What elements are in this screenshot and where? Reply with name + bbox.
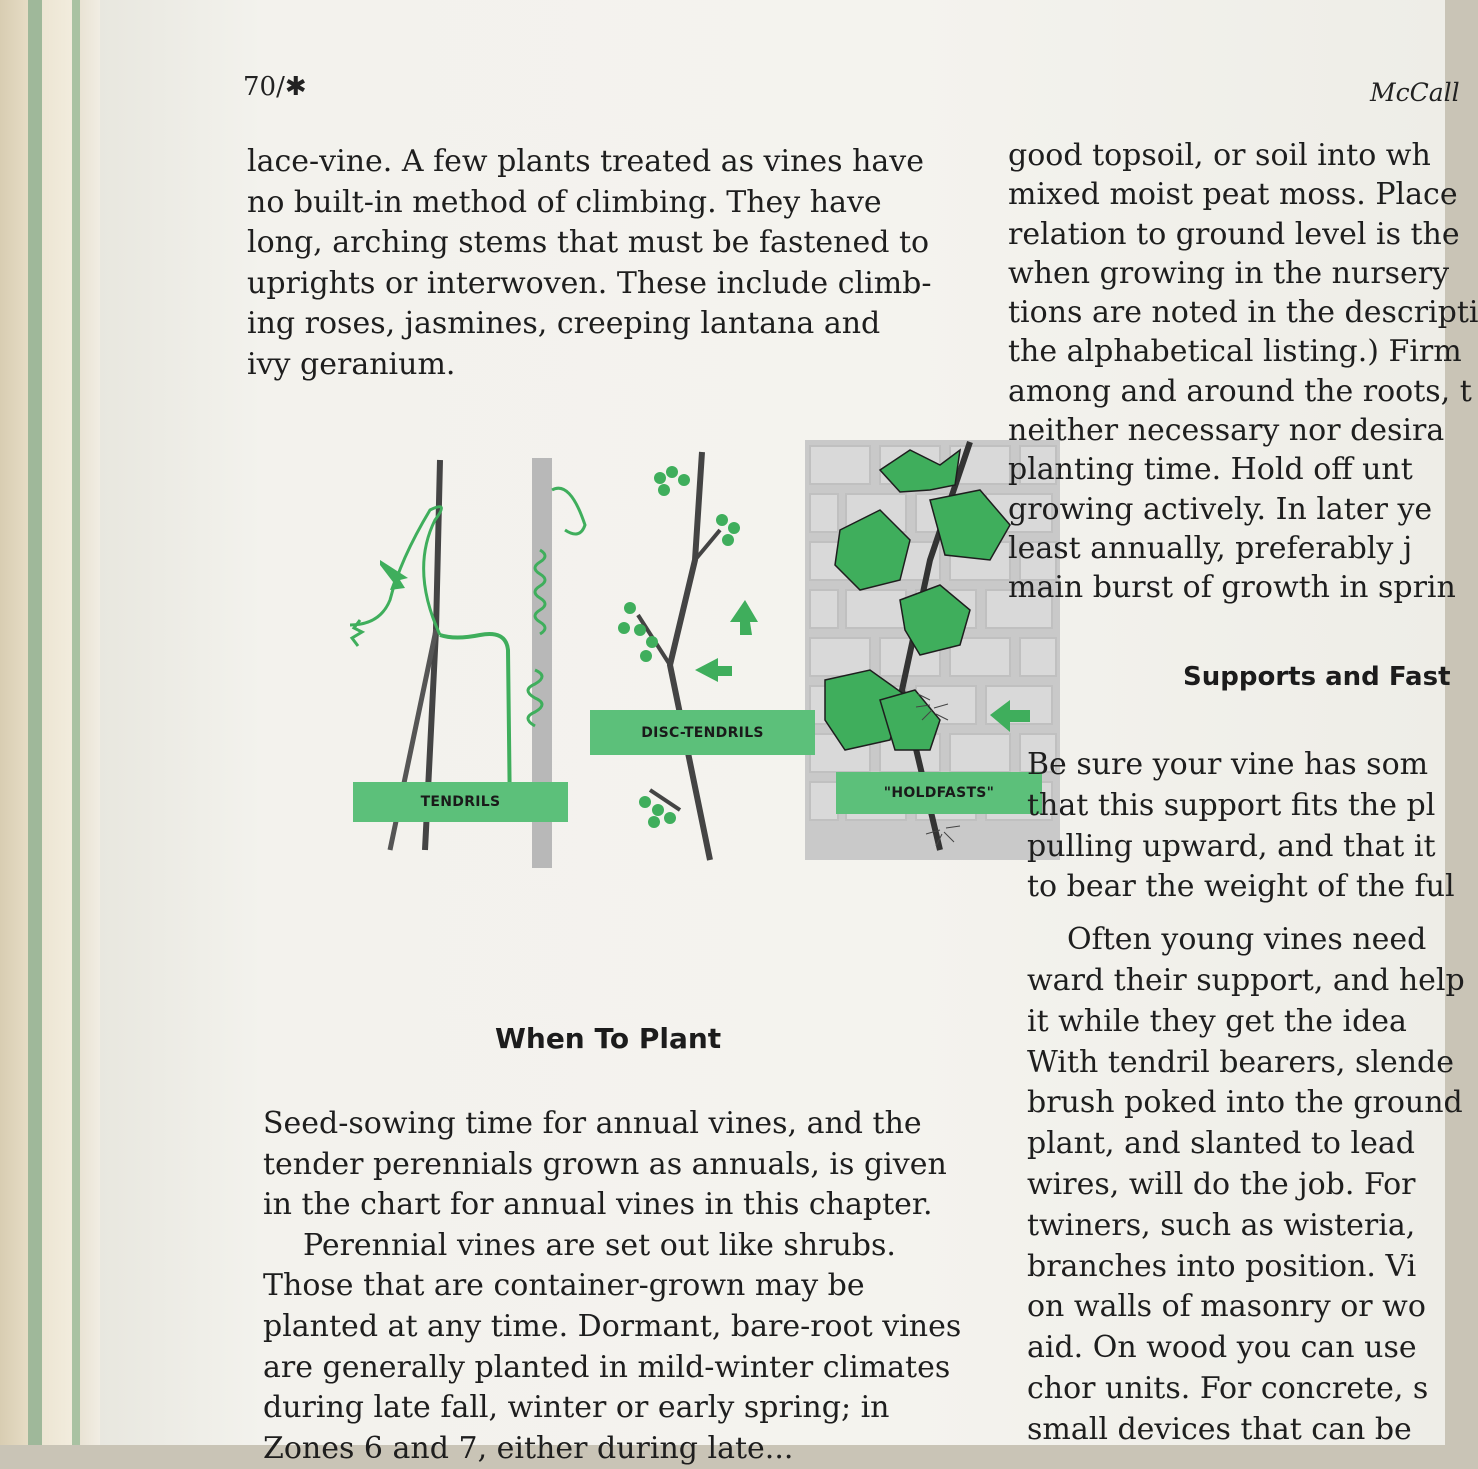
text-line: lace-vine. A few plants treated as vines have xyxy=(247,144,924,179)
text-line: planting time. Hold off unt xyxy=(1008,452,1413,488)
leaf-ornament-icon: ✱ xyxy=(284,72,307,102)
book-edge xyxy=(72,0,80,1445)
label-disc-tendrils: DISC-TENDRILS xyxy=(590,710,815,755)
page-number xyxy=(243,72,307,102)
text-line: aid. On wood you can use xyxy=(1027,1330,1417,1366)
text-line: the alphabetical listing.) Firm xyxy=(1008,334,1462,370)
text-line: during late fall, winter or early spring; in xyxy=(263,1390,890,1426)
label-holdfasts: "HOLDFASTS" xyxy=(836,772,1042,814)
text-line: ivy geranium. xyxy=(247,346,456,382)
text-line: in the chart for annual vines in this chapter. xyxy=(263,1187,933,1223)
left-column-bottom xyxy=(263,1104,975,1469)
section-heading-when-to-plant: When To Plant xyxy=(495,1022,722,1055)
text-line: Often young vines need xyxy=(1067,922,1427,958)
text-line: Seed-sowing time for annual vines, and the xyxy=(263,1106,922,1141)
text-line: small devices that can be xyxy=(1027,1411,1412,1447)
right-column-top xyxy=(1008,136,1478,608)
text-line: that this support fits the pl xyxy=(1027,787,1436,823)
page-number-text: 70/ xyxy=(243,72,285,102)
section-heading-supports: Supports and Fast xyxy=(1183,662,1451,692)
text-line: when growing in the nursery xyxy=(1008,255,1450,291)
book-edge xyxy=(28,0,42,1445)
left-column-top xyxy=(247,142,952,385)
text-line: chor units. For concrete, s xyxy=(1027,1370,1429,1406)
text-line: no built-in method of climbing. They have xyxy=(247,184,882,220)
label-tendrils: TENDRILS xyxy=(353,782,568,822)
text-line: mixed moist peat moss. Place xyxy=(1008,177,1458,213)
text-line: neither necessary nor desira xyxy=(1008,413,1445,449)
text-line: ing roses, jasmines, creeping lantana and xyxy=(247,306,881,341)
text-line: branches into position. Vi xyxy=(1027,1248,1417,1284)
text-line: least annually, preferably j xyxy=(1008,530,1413,566)
text-line: Zones 6 and 7, either during late... xyxy=(263,1430,794,1466)
text-line: wires, will do the job. For xyxy=(1027,1166,1416,1202)
text-line: brush poked into the ground xyxy=(1027,1085,1463,1121)
text-line: With tendril bearers, slende xyxy=(1027,1044,1454,1080)
text-line: to bear the weight of the ful xyxy=(1027,869,1455,905)
text-line: are generally planted in mild-winter climates xyxy=(263,1349,951,1385)
text-line: tender perennials grown as annuals, is given xyxy=(263,1146,947,1182)
text-line: growing actively. In later ye xyxy=(1008,491,1433,527)
vine-climbing-illustration xyxy=(240,430,995,880)
text-line: Perennial vines are set out like shrubs. xyxy=(303,1227,896,1263)
text-line: main burst of growth in sprin xyxy=(1008,570,1456,606)
text-line: long, arching stems that must be fastened to xyxy=(247,225,930,260)
text-line: Be sure your vine has som xyxy=(1027,747,1429,782)
book-edge xyxy=(0,0,28,1445)
text-line: twiners, such as wisteria, xyxy=(1027,1207,1416,1243)
book-edge xyxy=(42,0,72,1445)
book-page xyxy=(100,0,1478,1466)
text-line: on walls of masonry or wo xyxy=(1027,1289,1426,1325)
text-line: among and around the roots, t xyxy=(1008,373,1472,409)
running-head: McCall xyxy=(1370,78,1460,107)
text-line: planted at any time. Dormant, bare-root vines xyxy=(263,1308,962,1344)
text-line: ward their support, and help xyxy=(1027,962,1465,998)
text-line: plant, and slanted to lead xyxy=(1027,1126,1415,1162)
right-column-bottom xyxy=(1027,745,1467,1451)
text-line: uprights or interwoven. These include climb- xyxy=(247,265,932,301)
book-edge xyxy=(80,0,100,1445)
text-line: tions are noted in the descripti xyxy=(1008,295,1478,331)
text-line: it while they get the idea xyxy=(1027,1003,1407,1039)
text-line: Those that are container-grown may be xyxy=(263,1268,865,1304)
text-line: good topsoil, or soil into wh xyxy=(1008,138,1431,173)
text-line: pulling upward, and that it xyxy=(1027,828,1436,864)
text-line: relation to ground level is the xyxy=(1008,216,1460,252)
